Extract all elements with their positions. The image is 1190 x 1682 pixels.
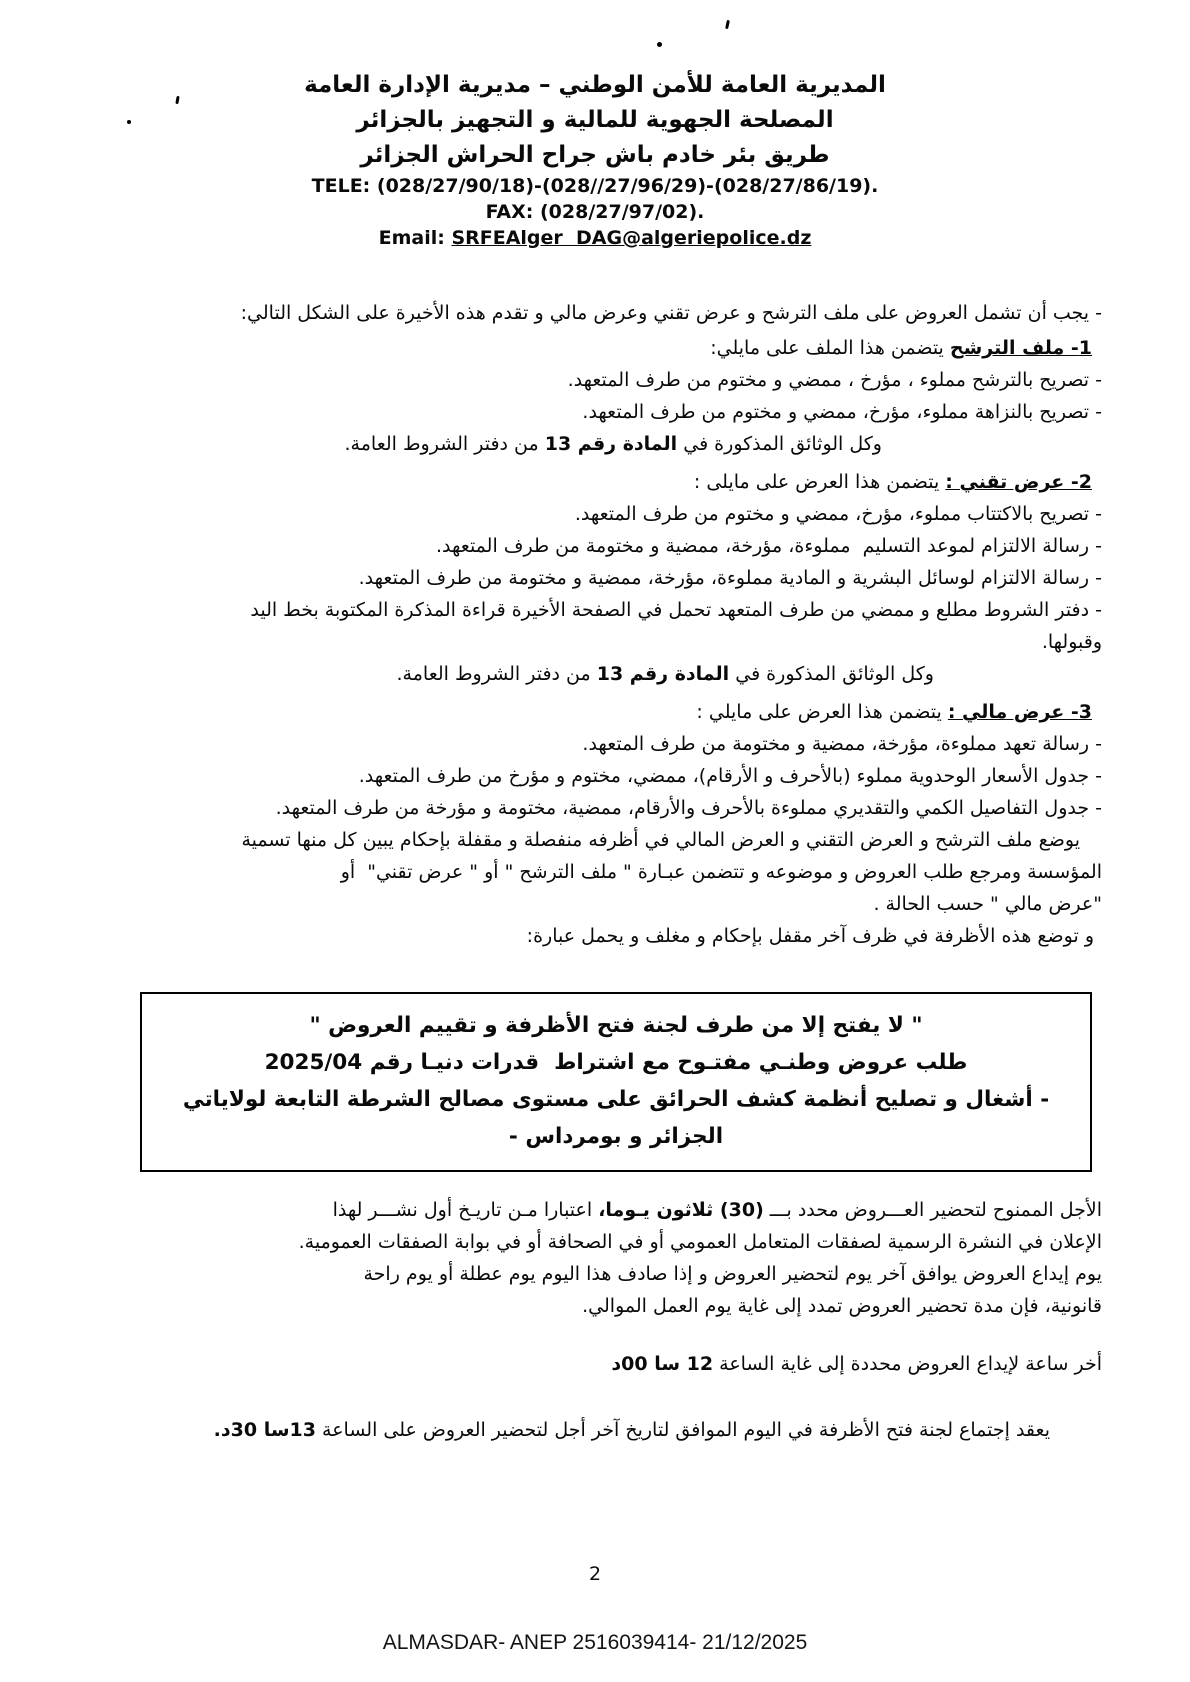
section2-heading-line	[95, 466, 1102, 498]
section3-heading: 3- عرض مالي :	[947, 701, 1092, 723]
envelope-paragraph-line1: يوضع ملف الترشح و العرض التقني و العرض المالي في أظرفه منفصلة و مقفلة بإحكام يبين كل منها تسمية	[241, 829, 1080, 851]
intro-line: - يجب أن تشمل العروض على ملف الترشح و عرض تقني وعرض مالي و تقدم هذه الأخيرة على الشكل التالي:	[240, 302, 1102, 324]
section3-heading-line	[95, 696, 1102, 728]
section1-heading: 1- ملف الترشح	[949, 337, 1092, 359]
section1-heading-rest: يتضمن هذا الملف على مايلي:	[710, 337, 950, 359]
section2-heading: 2- عرض تقني :	[945, 471, 1092, 493]
list-item: - تصريح بالاكتتاب مملوء، مؤرخ، ممضي و مختوم من طرف المتعهد.	[574, 503, 1102, 525]
notice-subject-line1: - أشغال و تصليح أنظمة كشف الحرائق على مستوى مصالح الشرطة التابعة لولاياتي	[182, 1087, 1050, 1112]
notice-subject-line2: الجزائر و بومرداس -	[508, 1124, 724, 1149]
notice-tender-number-line: طلب عروض وطنـي مفتـوح مع اشتراط قدرات دنيـا رقم 2025/04	[264, 1050, 968, 1075]
org-name-line2: المصلحة الجهوية للمالية و التجهيز بالجزائر	[356, 107, 834, 133]
scan-artifact-dot	[127, 120, 131, 124]
deadline-post: اعتبارا مـن تاريـخ أول نشـــر لهذا	[332, 1199, 599, 1221]
note-post: من دفتر الشروط العامة.	[344, 433, 545, 455]
article-13-ref: المادة رقم 13	[544, 433, 678, 455]
meeting-period: .	[213, 1419, 221, 1441]
note-post: من دفتر الشروط العامة.	[396, 663, 597, 685]
org-address: طريق بئر خادم باش جراح الحراش الجزائر	[360, 142, 830, 168]
documents-note-1	[95, 428, 1102, 460]
page-number: 2	[588, 1563, 602, 1585]
envelope-paragraph-line2: المؤسسة ومرجع طلب العروض و موضوعه و تتضمن عبـارة " ملف الترشح " أو " عرض تقني" أو	[340, 861, 1102, 883]
document-body	[0, 297, 1190, 1446]
deadline-30-days: (30) ثلاثون يـوما،	[598, 1199, 764, 1221]
list-item-continuation: وقبولها.	[1041, 631, 1102, 653]
section1-heading-line	[95, 332, 1102, 364]
list-item: - تصريح بالترشح مملوء ، مؤرخ ، ممضي و مختوم من طرف المتعهد.	[567, 369, 1102, 391]
section2-heading-rest: يتضمن هذا العرض على مايلى :	[693, 471, 946, 493]
submission-hour-line	[95, 1348, 1102, 1380]
note-pre: وكل الوثائق المذكورة في	[729, 663, 934, 685]
scan-artifact-dot	[657, 42, 662, 47]
deadline-paragraph-line2: الإعلان في النشرة الرسمية لصفقات المتعامل العمومي أو في الصحافة أو في بوابة الصفقات العمومية.	[298, 1231, 1102, 1253]
list-item: - رسالة الالتزام لوسائل البشرية و المادية مملوءة، مؤرخة، ممضية و مختومة من طرف المتعهد.	[358, 567, 1102, 589]
list-item: - رسالة الالتزام لموعد التسليم مملوءة، مؤرخة، ممضية و مختومة من طرف المتعهد.	[436, 535, 1102, 557]
deadline-pre: الأجل الممنوح لتحضير العـــروض محدد بـــ	[763, 1199, 1102, 1221]
envelope-paragraph-line3: "عرض مالي " حسب الحالة .	[873, 893, 1102, 915]
email-address: SRFEAlger DAG@algeriepolice.dz	[451, 227, 812, 249]
tender-notice-box	[140, 992, 1092, 1172]
email-line	[0, 225, 1190, 251]
article-13-ref: المادة رقم 13	[596, 663, 730, 685]
phone-line: TELE: (028/27/90/18)-(028//27/96/29)-(028/27/86/19).	[311, 175, 879, 197]
hour-pre: أخر ساعة لإيداع العروض محددة إلى غاية الساعة	[713, 1353, 1102, 1375]
hour-value: 12 سا 00د	[611, 1353, 714, 1375]
submission-day-line1: يوم إيداع العروض يوافق آخر يوم لتحضير العروض و إذا صادف هذا اليوم يوم عطلة أو يوم راحة	[363, 1263, 1102, 1285]
letterhead	[0, 0, 1190, 251]
deadline-paragraph-line1	[95, 1194, 1102, 1226]
note-pre: وكل الوثائق المذكورة في	[677, 433, 882, 455]
notice-do-not-open-line: " لا يفتح إلا من طرف لجنة فتح الأظرفة و تقييم العروض "	[309, 1013, 923, 1038]
submission-day-line2: قانونية، فإن مدة تحضير العروض تمدد إلى غاية يوم العمل الموالي.	[582, 1295, 1102, 1317]
list-item: - دفتر الشروط مطلع و ممضي من طرف المتعهد تحمل في الصفحة الأخيرة قراءة المذكرة المكتوبة بخط اليد	[250, 599, 1102, 621]
fax-line: FAX: (028/27/97/02).	[485, 201, 705, 223]
publication-reference: ALMASDAR- ANEP 2516039414- 21/12/2025	[382, 1631, 808, 1654]
list-item: - جدول الأسعار الوحدوية مملوء (بالأحرف و الأرقام)، ممضي، مختوم و مؤرخ من طرف المتعهد.	[358, 765, 1102, 787]
meeting-time-value: 13سا 30د	[220, 1419, 316, 1441]
list-item: - تصريح بالنزاهة مملوء، مؤرخ، ممضي و مختوم من طرف المتعهد.	[582, 401, 1102, 423]
email-label: Email:	[378, 227, 452, 249]
opening-meeting-line	[95, 1414, 1102, 1446]
org-name-line1: المديرية العامة للأمن الوطني – مديرية الإدارة العامة	[304, 72, 886, 98]
documents-note-2	[95, 658, 1102, 690]
envelope-paragraph-line4: و توضع هذه الأظرفة في ظرف آخر مقفل بإحكام و مغلف و يحمل عبارة:	[526, 925, 1094, 947]
list-item: - رسالة تعهد مملوءة، مؤرخة، ممضية و مختومة من طرف المتعهد.	[582, 733, 1102, 755]
meeting-pre: يعقد إجتماع لجنة فتح الأظرفة في اليوم الموافق لتاريخ آخر أجل لتحضير العروض على الساعة	[315, 1419, 1050, 1441]
list-item: - جدول التفاصيل الكمي والتقديري مملوءة بالأحرف والأرقام، ممضية، مختومة و مؤرخة من طرف المتعهد.	[275, 797, 1102, 819]
section3-heading-rest: يتضمن هذا العرض على مايلي :	[696, 701, 948, 723]
